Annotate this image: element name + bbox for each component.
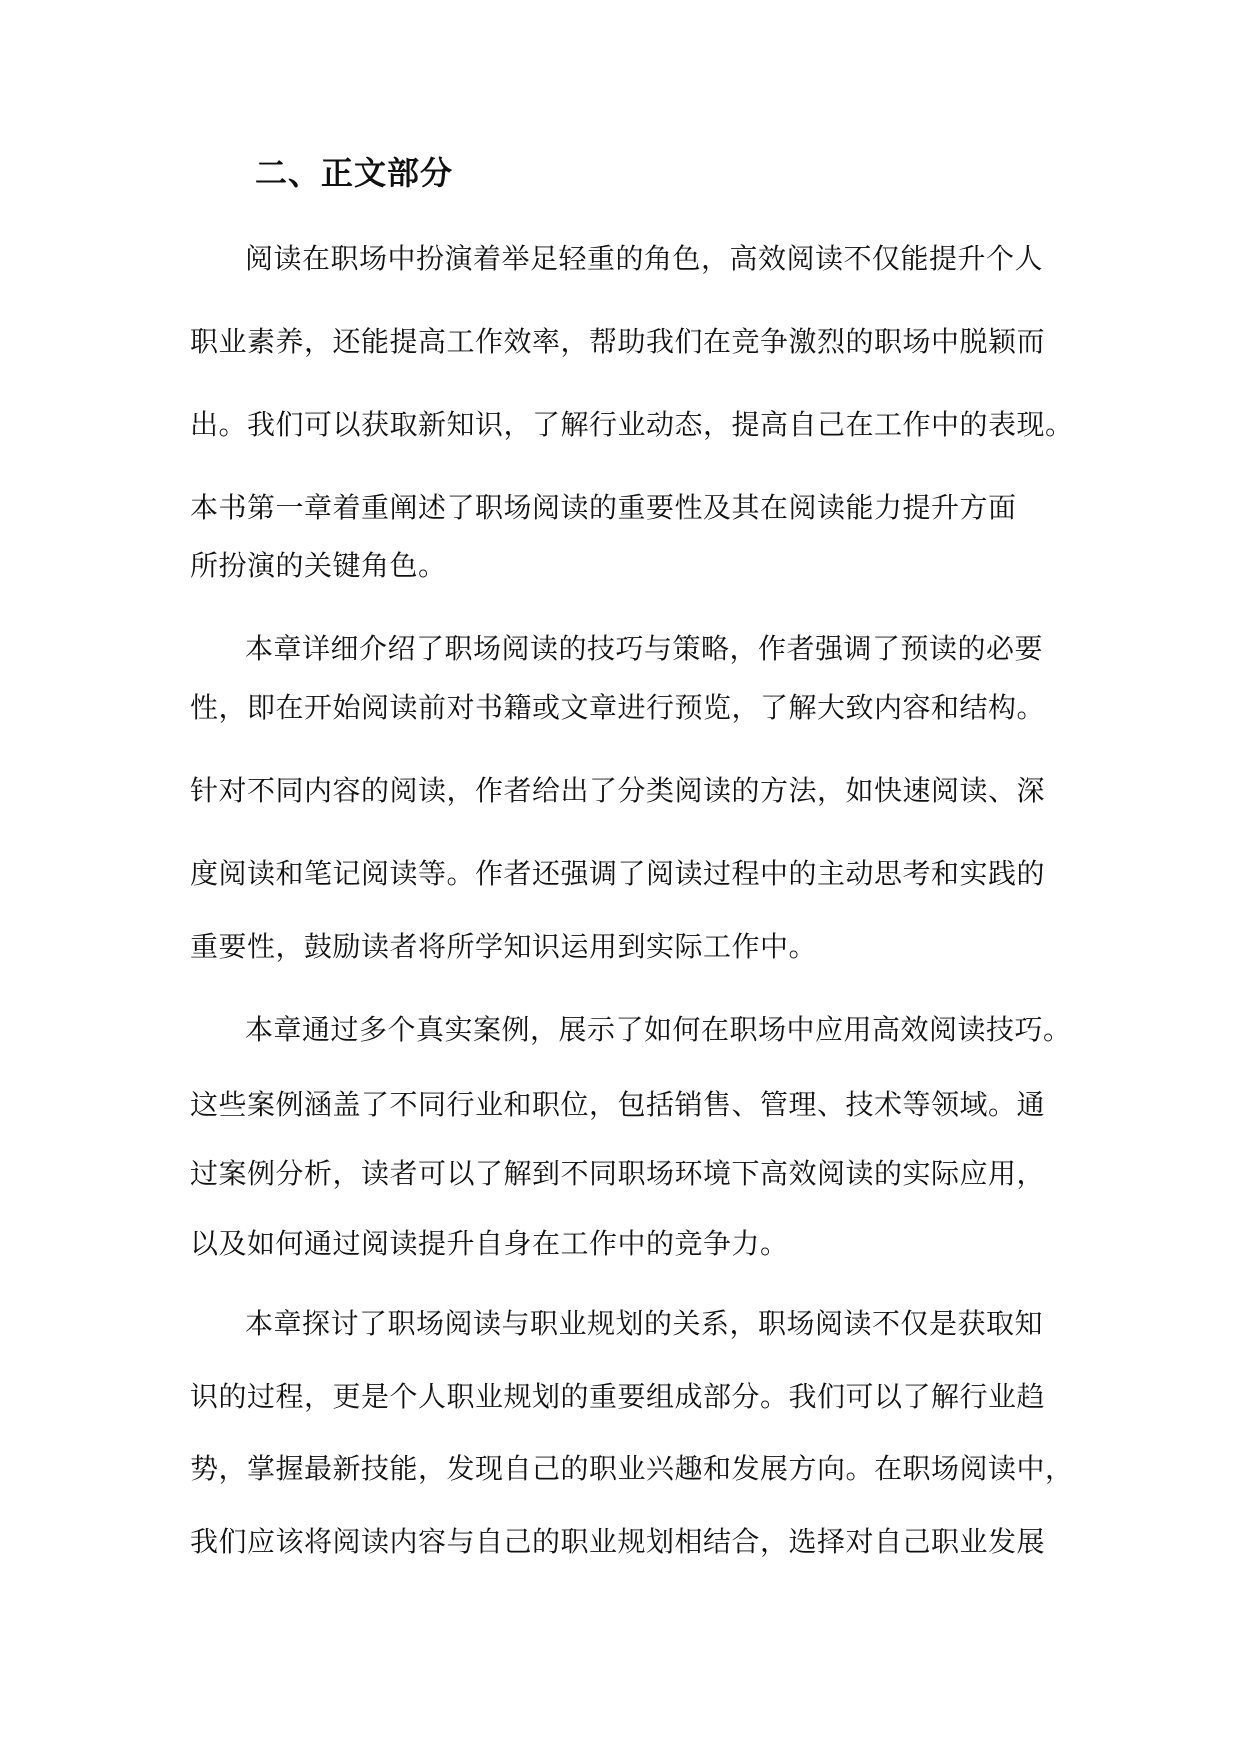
- paragraph-line: 我们应该将阅读内容与自己的职业规划相结合，选择对自己职业发展: [190, 1525, 1046, 1558]
- section-heading: 二、正文部分: [255, 154, 454, 192]
- paragraph-line: 阅读在职场中扮演着举足轻重的角色，高效阅读不仅能提升个人: [245, 242, 1044, 275]
- paragraph-line: 这些案例涵盖了不同行业和职位，包括销售、管理、技术等领域。通: [190, 1088, 1046, 1121]
- paragraph-line: 以及如何通过阅读提升自身在工作中的竞争力。: [190, 1227, 789, 1260]
- paragraph-line: 本章详细介绍了职场阅读的技巧与策略，作者强调了预读的必要: [245, 632, 1044, 665]
- paragraph-line: 本章探讨了职场阅读与职业规划的关系，职场阅读不仅是获取知: [245, 1307, 1044, 1340]
- paragraph-line: 职业素养，还能提高工作效率，帮助我们在竞争激烈的职场中脱颖而: [190, 325, 1046, 358]
- paragraph-line: 势，掌握最新技能，发现自己的职业兴趣和发展方向。在职场阅读中，: [190, 1452, 1074, 1485]
- paragraph-line: 度阅读和笔记阅读等。作者还强调了阅读过程中的主动思考和实践的: [190, 857, 1046, 890]
- paragraph-line: 过案例分析，读者可以了解到不同职场环境下高效阅读的实际应用，: [190, 1157, 1046, 1190]
- paragraph-line: 性，即在开始阅读前对书籍或文章进行预览，了解大致内容和结构。: [190, 691, 1046, 724]
- paragraph-line: 识的过程，更是个人职业规划的重要组成部分。我们可以了解行业趋: [190, 1380, 1046, 1413]
- paragraph-line: 所扮演的关键角色。: [190, 549, 447, 582]
- paragraph-line: 出。我们可以获取新知识，了解行业动态，提高自己在工作中的表现。: [190, 408, 1074, 441]
- paragraph-line: 重要性，鼓励读者将所学知识运用到实际工作中。: [190, 930, 818, 963]
- paragraph-line: 本章通过多个真实案例，展示了如何在职场中应用高效阅读技巧。: [245, 1013, 1072, 1046]
- paragraph-line: 针对不同内容的阅读，作者给出了分类阅读的方法，如快速阅读、深: [190, 774, 1046, 807]
- paragraph-line: 本书第一章着重阐述了职场阅读的重要性及其在阅读能力提升方面: [190, 491, 1017, 524]
